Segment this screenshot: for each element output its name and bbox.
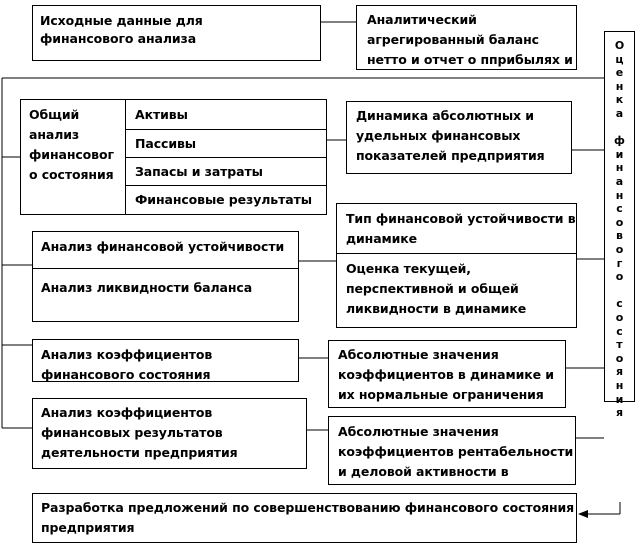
vertical-label-char: с xyxy=(616,202,623,216)
general-analysis-box xyxy=(20,99,327,215)
general-analysis-line-4: о состояния xyxy=(29,167,114,182)
profitability-box xyxy=(328,416,576,485)
source-data-line-2: финансового анализа xyxy=(40,31,197,46)
item-assets: Активы xyxy=(135,107,188,122)
vertical-label-char: о xyxy=(615,243,624,256)
coef-values-line-1: Абсолютные значения xyxy=(338,347,499,362)
vertical-label-char: и xyxy=(615,147,624,161)
dynamics-line-2: удельных финансовых xyxy=(356,128,521,143)
item-liabilities: Пассивы xyxy=(135,136,196,151)
general-analysis-line-1: Общий xyxy=(29,107,80,122)
stability-assessment-divider xyxy=(337,253,576,254)
vertical-label-char: с xyxy=(616,297,623,311)
assessment-vertical-box xyxy=(604,31,635,420)
vertical-label-char: и xyxy=(615,392,624,406)
coef-values-box xyxy=(328,340,566,408)
vertical-label-char: о xyxy=(615,215,624,229)
profitability-line-1: Абсолютные значения xyxy=(338,424,499,439)
vertical-label-char: о xyxy=(615,351,624,365)
dynamics-line-1: Динамика абсолютных и xyxy=(356,108,534,123)
vertical-label-char: н xyxy=(615,379,624,392)
aggregated-balance-line-2: агрегированный баланс xyxy=(367,32,539,47)
vertical-label-char: я xyxy=(615,365,624,379)
stability-type-line-1: Тип финансовой устойчивости в xyxy=(346,211,576,226)
source-data-line-1: Исходные данные для xyxy=(40,13,203,28)
coef-values-line-2: коэффициентов в динамике и xyxy=(338,367,554,382)
proposals-line-1: Разработка предложений по совершенствованию финансового состояния xyxy=(41,500,575,515)
vertical-label-char: г xyxy=(616,256,623,270)
stability-type-line-2: динамике xyxy=(346,231,418,246)
vertical-label-char: к xyxy=(615,93,624,107)
vertical-label-char: н xyxy=(615,79,624,93)
item-financial-results: Финансовые результаты xyxy=(135,192,312,207)
profitability-line-2: коэффициентов рентабельности xyxy=(338,444,574,459)
vertical-label-char: н xyxy=(615,161,624,175)
results-analysis-line-3: деятельности предприятия xyxy=(41,445,238,460)
proposals-line-2: предприятия xyxy=(41,520,135,535)
vertical-label-char: с xyxy=(616,324,623,338)
item-inventory: Запасы и затраты xyxy=(135,164,263,179)
liquidity-analysis-label: Анализ ликвидности баланса xyxy=(41,280,253,295)
vertical-label-char: а xyxy=(615,107,624,120)
stability-liquidity-divider xyxy=(33,268,298,269)
proposals-box xyxy=(32,493,577,543)
vertical-label-char: о xyxy=(615,270,624,284)
general-analysis-line-2: анализ xyxy=(29,127,80,142)
item-divider xyxy=(125,157,326,158)
vertical-label-char xyxy=(605,122,634,133)
dynamics-box xyxy=(346,101,572,174)
aggregated-balance-box xyxy=(356,5,577,70)
source-data-box xyxy=(32,5,321,61)
aggregated-balance-line-3: нетто и отчет о пприбылях и xyxy=(367,52,573,67)
vertical-label-char: в xyxy=(616,229,623,243)
vertical-label-char: о xyxy=(615,311,624,324)
dynamics-line-3: показателей предприятия xyxy=(356,148,545,163)
vertical-label-char: ф xyxy=(614,134,625,148)
profitability-line-3: и деловой активности в xyxy=(338,464,509,479)
results-analysis-line-2: финансовых результатов xyxy=(41,425,223,440)
liquidity-assessment-line-3: ликвидности в динамике xyxy=(346,301,527,316)
vertical-label-char: я xyxy=(615,406,624,420)
stability-analysis-label: Анализ финансовой устойчивости xyxy=(41,239,285,254)
vertical-label-char: н xyxy=(615,188,624,202)
item-divider xyxy=(125,185,326,186)
coef-analysis-box xyxy=(32,339,299,382)
results-analysis-line-1: Анализ коэффициентов xyxy=(41,405,213,420)
coef-values-line-3: их нормальные ограничения xyxy=(338,387,544,402)
vertical-label-char: О xyxy=(614,39,625,52)
stability-assessment-box xyxy=(336,203,577,328)
vertical-label-char: ц xyxy=(615,52,624,66)
liquidity-assessment-line-1: Оценка текущей, xyxy=(346,261,471,276)
aggregated-balance-line-1: Аналитический xyxy=(367,12,477,27)
vertical-label-char xyxy=(605,285,634,296)
vertical-label-char: т xyxy=(616,338,623,352)
item-divider xyxy=(125,129,326,130)
results-analysis-box xyxy=(32,398,307,469)
coef-analysis-line-2: финансового состояния xyxy=(41,367,211,382)
vertical-label-char: а xyxy=(615,175,624,188)
vertical-label-char: е xyxy=(615,66,624,80)
coef-analysis-line-1: Анализ коэффициентов xyxy=(41,347,213,362)
general-analysis-line-3: финансовог xyxy=(29,147,114,162)
liquidity-assessment-line-2: перспективной и общей xyxy=(346,281,519,296)
stability-liquidity-box xyxy=(32,231,299,322)
